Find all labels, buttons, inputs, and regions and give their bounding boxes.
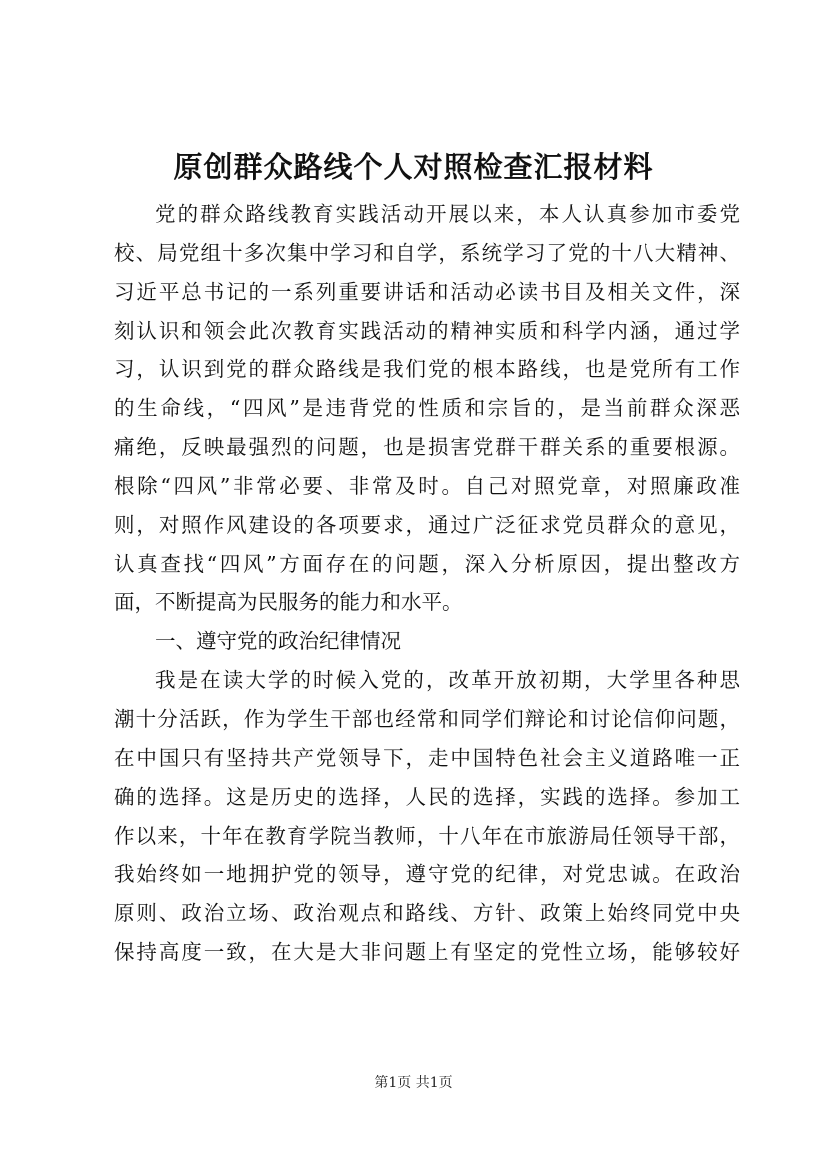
page-footer: 第1页 共1页 — [374, 1075, 453, 1091]
body-line: 认真查找“四风”方面存在的问题，深入分析原因，提出整改方 — [114, 551, 740, 576]
document-body — [114, 195, 740, 972]
body-line: 的生命线，“四风”是违背党的性质和宗旨的，是当前群众深恶 — [114, 396, 740, 421]
body-line: 则，对照作风建设的各项要求，通过广泛征求党员群众的意见， — [114, 512, 740, 537]
body-line: 根除“四风”非常必要、非常及时。自己对照党章，对照廉政准 — [114, 473, 740, 498]
body-line: 校、局党组十多次集中学习和自学，系统学习了党的十八大精神、 — [114, 240, 740, 265]
body-line: 党的群众路线教育实践活动开展以来，本人认真参加市委党 — [155, 202, 740, 226]
body-line: 一、遵守党的政治纪律情况 — [155, 629, 401, 654]
body-line: 我是在读大学的时候入党的，改革开放初期，大学里各种思 — [155, 668, 740, 693]
body-line: 确的选择。这是历史的选择，人民的选择，实践的选择。参加工 — [114, 784, 740, 809]
document-title: 原创群众路线个人对照检查汇报材料 — [173, 150, 654, 184]
body-line: 潮十分活跃，作为学生干部也经常和同学们辩论和讨论信仰问题， — [114, 706, 740, 731]
body-line: 习，认识到党的群众路线是我们党的根本路线，也是党所有工作 — [114, 357, 740, 382]
body-line: 习近平总书记的一系列重要讲话和活动必读书目及相关文件，深 — [114, 279, 740, 304]
body-line: 在中国只有坚持共产党领导下，走中国特色社会主义道路唯一正 — [114, 745, 740, 770]
body-line: 作以来，十年在教育学院当教师，十八年在市旅游局任领导干部， — [114, 823, 740, 848]
body-line: 我始终如一地拥护党的领导，遵守党的纪律，对党忠诚。在政治 — [114, 862, 740, 887]
body-line: 痛绝，反映最强烈的问题，也是损害党群干群关系的重要根源。 — [114, 435, 740, 460]
body-line: 原则、政治立场、政治观点和路线、方针、政策上始终同党中央 — [114, 901, 740, 926]
body-line: 保持高度一致，在大是大非问题上有坚定的党性立场，能够较好 — [114, 940, 740, 965]
body-line: 刻认识和领会此次教育实践活动的精神实质和科学内涵，通过学 — [114, 318, 740, 343]
body-line: 面，不断提高为民服务的能力和水平。 — [114, 590, 463, 615]
